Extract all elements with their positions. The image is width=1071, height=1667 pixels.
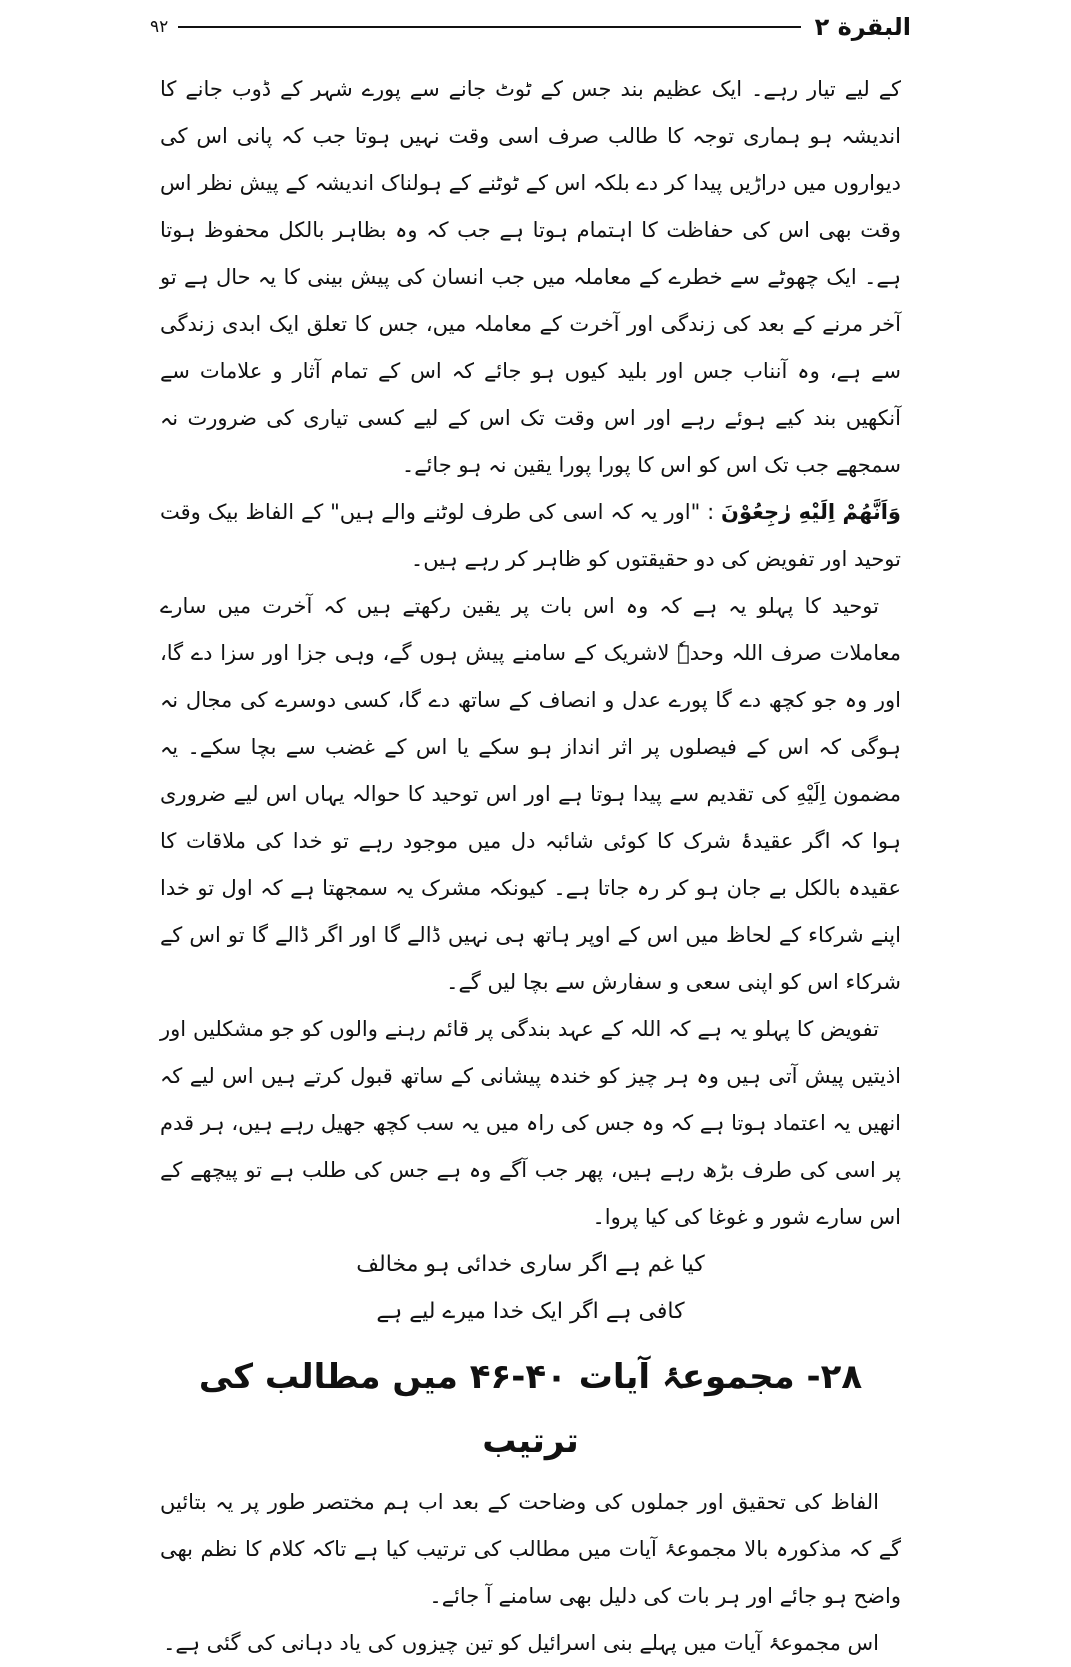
paragraph-4-text: تفویض کا پہلو یہ ہے کہ اللہ کے عہد بندگی پر قائم رہنے والوں کو جو مشکلیں اور اذیتیں پیش آتی ہیں وہ ہر چیز کو خندہ پیشانی کے ساتھ قبول کرتے ہیں اس لیے کہ انھیں یہ اعتماد ہوتا ہے کہ وہ جس کی راہ میں یہ سب کچھ جھیل رہے ہیں، ہر قدم پر اسی کی طرف بڑھ رہے ہیں، پھر جب آگے وہ ہے جس کی طلب ہے تو پیچھے کے اس سارے شور و غوغا کی کیا پروا۔ — [160, 1017, 901, 1229]
couplet-line-1: کیا غم ہے اگر ساری خدائی ہو مخالف — [356, 1252, 705, 1277]
page-number: ۹۲ — [150, 17, 169, 37]
quran-phrase: وَاَنَّهُمْ اِلَيْهِ رٰجِعُوْنَ — [721, 500, 901, 524]
section-paragraph-1 — [160, 1479, 901, 1620]
section-paragraph-2 — [160, 1620, 901, 1667]
running-title: البقرة ۲ — [814, 13, 911, 41]
paragraph-4 — [160, 1006, 901, 1241]
paragraph-3 — [160, 583, 901, 1006]
poetry-couplet — [160, 1241, 901, 1335]
paragraph-3-text: توحید کا پہلو یہ ہے کہ وہ اس بات پر یقین رکھتے ہیں کہ آخرت میں سارے معاملات صرف اللہ وحدہٗ لاشریک کے سامنے پیش ہوں گے، وہی جزا اور سزا دے گا، اور وہ جو کچھ دے گا پورے عدل و انصاف کے ساتھ دے گا، کسی دوسرے کی مجال نہ ہوگی کہ اس کے فیصلوں پر اثر انداز ہو سکے یا اس کے غضب سے بچا سکے۔ یہ مضمون اِلَيْهِ کی تقدیم سے پیدا ہوتا ہے اور اس توحید کا حوالہ یہاں اس لیے ضروری ہوا کہ اگر عقیدۂ شرک کا کوئی شائبہ دل میں موجود رہے تو خدا کی ملاقات کا عقیدہ بالکل بے جان ہو کر رہ جاتا ہے۔ کیونکہ مشرک یہ سمجھتا ہے کہ اول تو خدا اپنے شرکاء کے لحاظ میں اس کے اوپر ہاتھ ہی نہیں ڈالے گا اور اگر ڈالے گا تو اس کے شرکاء اس کو اپنی سعی و سفارش سے بچا لیں گے۔ — [160, 594, 901, 994]
running-header — [150, 10, 911, 44]
paragraph-2-text: : "اور یہ کہ اسی کی طرف لوٹنے والے ہیں" کے الفاظ بیک وقت توحید اور تفویض کی دو حقیقتوں کو ظاہر کر رہے ہیں۔ — [160, 500, 901, 571]
body-text — [160, 66, 901, 1667]
paragraph-2 — [160, 489, 901, 583]
section-paragraph-2-text: اس مجموعۂ آیات میں پہلے بنی اسرائیل کو تین چیزوں کی یاد دہانی کی گئی ہے۔ — [163, 1631, 879, 1655]
header-rule — [178, 26, 800, 28]
section-paragraph-1-text: الفاظ کی تحقیق اور جملوں کی وضاحت کے بعد اب ہم مختصر طور پر یہ بتائیں گے کہ مذکورہ بالا مجموعۂ آیات میں مطالب کی ترتیب کیا ہے تاکہ کلام کا نظم بھی واضح ہو جائے اور ہر بات کی دلیل بھی سامنے آ جائے۔ — [160, 1490, 901, 1608]
paragraph-1 — [160, 66, 901, 489]
paragraph-1-text: کے لیے تیار رہے۔ ایک عظیم بند جس کے ٹوٹ جانے سے پورے شہر کے ڈوب جانے کا اندیشہ ہو ہماری توجہ کا طالب صرف اسی وقت نہیں ہوتا جب کہ پانی اس کی دیواروں میں دراڑیں پیدا کر دے بلکہ اس کے ٹوٹنے کے ہولناک اندیشہ کے پیش نظر اس وقت بھی اس کی حفاظت کا اہتمام ہوتا ہے جب کہ وہ بظاہر بالکل محفوظ ہوتا ہے۔ ایک چھوٹے سے خطرے کے معاملہ میں جب انسان کی پیش بینی کا یہ حال ہے تو آخر مرنے کے بعد کی زندگی اور آخرت کے معاملہ میں، جس کا تعلق ایک ابدی زندگی سے ہے، وہ آنناب جس اور بلید کیوں ہو جائے کہ اس کے تمام آثار و علامات سے آنکھیں بند کیے ہوئے رہے اور اس وقت تک اس کے لیے کسی تیاری کی ضرورت نہ سمجھے جب تک اس کو اس کا پورا پورا یقین نہ ہو جائے۔ — [160, 77, 901, 477]
section-heading: ۲۸- مجموعۂ آیات ۴۰-۴۶ میں مطالب کی ترتیب — [198, 1357, 863, 1461]
couplet-line-2: کافی ہے اگر ایک خدا میرے لیے ہے — [376, 1299, 685, 1324]
